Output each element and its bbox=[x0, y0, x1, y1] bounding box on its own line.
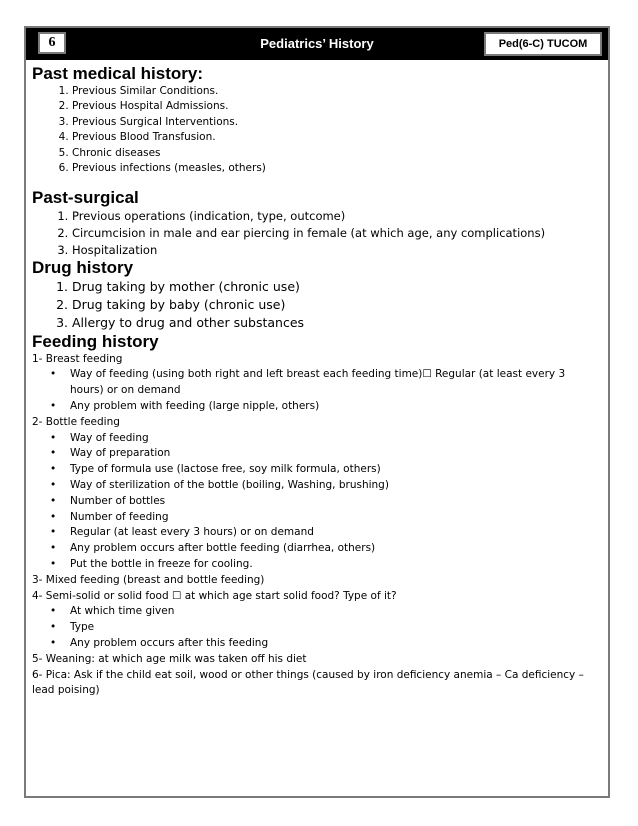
bottle-feeding-list bbox=[32, 431, 598, 573]
drug-history-heading: Drug history bbox=[32, 258, 134, 278]
list-item: 3. Previous Surgical Interventions. bbox=[72, 115, 598, 130]
breast-feeding-label: 1- Breast feeding bbox=[32, 352, 123, 365]
list-item: 2. Previous Hospital Admissions. bbox=[72, 99, 598, 114]
semi-solid-label: 4- Semi-solid or solid food ☐ at which age start solid food? Type of it? bbox=[32, 589, 397, 602]
breast-feeding-list bbox=[32, 367, 598, 414]
list-item: • Way of preparation bbox=[70, 446, 598, 462]
past-medical-list bbox=[32, 84, 598, 176]
list-item: • Number of feeding bbox=[70, 510, 598, 526]
list-item: 1. Previous operations (indication, type, outcome) bbox=[72, 208, 598, 225]
feeding-history-heading: Feeding history bbox=[32, 331, 159, 351]
list-item: 3. Hospitalization bbox=[72, 242, 598, 259]
list-item: 3. Allergy to drug and other substances bbox=[72, 314, 598, 332]
list-item: 2. Drug taking by baby (chronic use) bbox=[72, 296, 598, 314]
list-item: • Type of formula use (lactose free, soy milk formula, others) bbox=[70, 462, 598, 478]
header-title: Pediatrics’ History bbox=[260, 36, 374, 51]
list-item: 6. Previous infections (measles, others) bbox=[72, 161, 598, 176]
drug-history-list bbox=[32, 278, 598, 331]
list-item: • Any problem occurs after this feeding bbox=[70, 636, 598, 652]
list-item: • Any problem occurs after bottle feeding (diarrhea, others) bbox=[70, 541, 598, 557]
header-bar bbox=[26, 28, 608, 60]
weaning-label: 5- Weaning: at which age milk was taken off his diet bbox=[32, 652, 307, 665]
semi-solid-list bbox=[32, 604, 598, 651]
list-item: • Put the bottle in freeze for cooling. bbox=[70, 557, 598, 573]
list-item: 4. Previous Blood Transfusion. bbox=[72, 130, 598, 145]
bottle-feeding-label: 2- Bottle feeding bbox=[32, 415, 120, 428]
list-item: 1. Drug taking by mother (chronic use) bbox=[72, 278, 598, 296]
page-content bbox=[32, 64, 598, 699]
list-item: • Any problem with feeding (large nipple, others) bbox=[70, 399, 598, 415]
pica-label: 6- Pica: Ask if the child eat soil, wood or other things (caused by iron deficiency anemia – Ca deficiency – lead poising) bbox=[32, 668, 584, 697]
list-item: • Way of feeding (using both right and left breast each feeding time)☐ Regular (at least every 3 hours) or on demand bbox=[70, 367, 598, 399]
page-number: 6 bbox=[38, 32, 66, 54]
list-item: • Way of sterilization of the bottle (boiling, Washing, brushing) bbox=[70, 478, 598, 494]
list-item: • Regular (at least every 3 hours) or on demand bbox=[70, 525, 598, 541]
list-item: 5. Chronic diseases bbox=[72, 146, 598, 161]
list-item: 1. Previous Similar Conditions. bbox=[72, 84, 598, 99]
list-item: • Type bbox=[70, 620, 598, 636]
past-medical-heading: Past medical history: bbox=[32, 64, 204, 83]
mixed-feeding-label: 3- Mixed feeding (breast and bottle feeding) bbox=[32, 573, 265, 586]
list-item: • Way of feeding bbox=[70, 431, 598, 447]
list-item: • Number of bottles bbox=[70, 494, 598, 510]
past-surgical-list bbox=[32, 208, 598, 258]
course-code: Ped(6-C) TUCOM bbox=[484, 32, 602, 56]
past-surgical-heading: Past-surgical bbox=[32, 188, 139, 208]
list-item: • At which time given bbox=[70, 604, 598, 620]
list-item: 2. Circumcision in male and ear piercing in female (at which age, any complications) bbox=[72, 225, 598, 242]
